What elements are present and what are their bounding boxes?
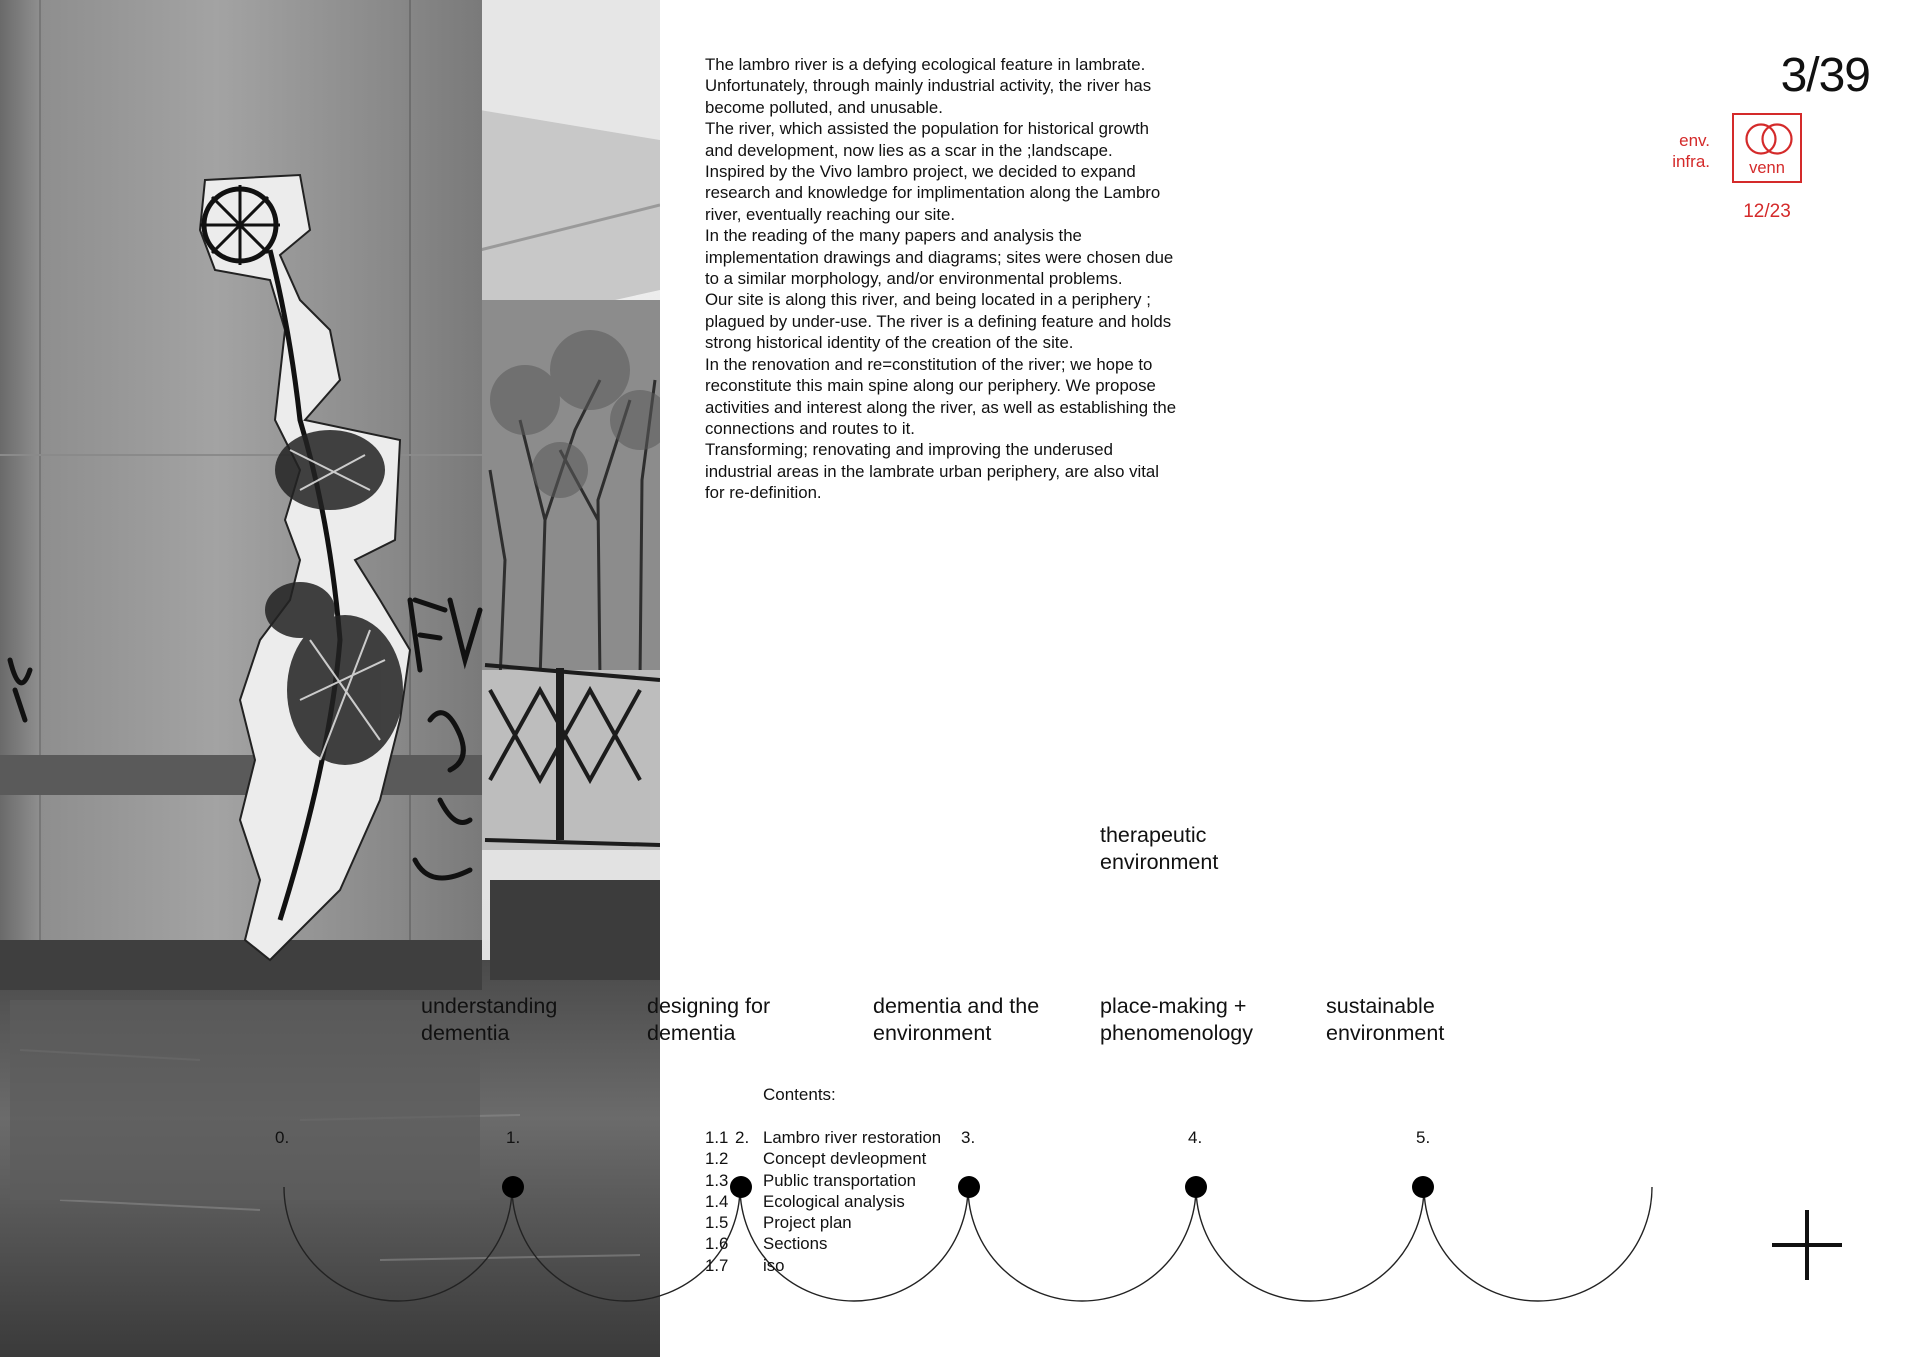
topic-line: dementia and the	[873, 994, 1040, 1018]
timeline-node-3	[958, 1176, 980, 1198]
contents-item-number: 1.7	[705, 1255, 729, 1275]
contents-item[interactable]	[705, 1191, 941, 1212]
intro-paragraph: The river, which assisted the population for historical growth and development, now lies as a scar in the ;landscape.	[705, 119, 1149, 160]
contents-item-label: iso	[763, 1255, 785, 1275]
intro-paragraph: Transforming; renovating and improving the underused industrial areas in the lambrate urban periphery, are also vital for re-definition.	[705, 440, 1159, 503]
page-number: 3/39	[1780, 49, 1870, 102]
timeline-arc	[1424, 1187, 1652, 1301]
intro-paragraph: Inspired by the Vivo lambro project, we decided to expand research and knowledge for implimentation along the Lambro river, eventually reaching our site.	[705, 162, 1161, 224]
intro-paragraph: In the renovation and re=constitution of the river; we hope to reconstitute this main spine along our periphery. We propose activities and interest along the river, as well as establishing the connections and routes to it.	[705, 354, 1177, 438]
topic-line: sustainable	[1326, 994, 1435, 1018]
topic-line: environment	[873, 1021, 992, 1045]
intro-paragraph: In the reading of the many papers and analysis the implementation drawings and diagrams; sites were chosen due to a similar morphology, and/or environmental problems.	[705, 226, 1174, 289]
topic-line: understanding	[421, 994, 558, 1018]
contents-item-number: 1.6	[705, 1234, 729, 1254]
contents-item-number: 1.5	[705, 1213, 729, 1233]
contents-item-number: 1.2	[705, 1149, 729, 1169]
contents-item-label: Sections	[763, 1234, 828, 1254]
contents-item-label: Lambro river restoration	[763, 1128, 942, 1147]
topic-line: dementia	[421, 1021, 510, 1045]
venn-badge-label: venn	[1749, 159, 1785, 177]
plus-icon[interactable]	[1772, 1210, 1842, 1280]
topic-line: therapeutic	[1100, 823, 1207, 847]
intro-paragraph: Our site is along this river, and being located in a periphery ; plagued by under-use. The river is a defining feature and holds strong historical identity of the creation of the site.	[705, 290, 1172, 353]
timeline-node-5	[1412, 1176, 1434, 1198]
contents-item[interactable]	[705, 1212, 941, 1233]
timeline-number-3: 3.	[961, 1128, 976, 1147]
contents-item-label: Project plan	[763, 1213, 852, 1233]
topic-line: dementia	[647, 1021, 736, 1045]
contents-item[interactable]	[705, 1148, 941, 1169]
timeline-arc	[968, 1187, 1196, 1301]
timeline-number-5: 5.	[1416, 1128, 1431, 1147]
contents-title: Contents:	[763, 1085, 836, 1104]
intro-paragraph: The lambro river is a defying ecological feature in lambrate. Unfortunately, through mainly industrial activity, the river has become polluted, and unusable.	[705, 55, 1152, 117]
contents-item-number: 1.3	[705, 1170, 729, 1190]
venn-label-infra: infra.	[1672, 152, 1710, 171]
contents-item[interactable]	[705, 1233, 941, 1254]
topic-line: environment	[1100, 850, 1219, 874]
topic-line: designing for	[647, 994, 771, 1018]
contents-item-label: Public transportation	[763, 1170, 916, 1190]
topic-line: phenomenology	[1100, 1021, 1254, 1045]
contents-item-label: Ecological analysis	[763, 1191, 905, 1211]
timeline-node-1	[502, 1176, 524, 1198]
timeline-number-4: 4.	[1188, 1128, 1203, 1147]
timeline-number-0: 0.	[275, 1128, 290, 1147]
timeline-arc	[284, 1187, 512, 1301]
timeline-number-1: 1.	[506, 1128, 521, 1147]
timeline-arc	[1196, 1187, 1424, 1301]
contents-item-number: 1.4	[705, 1191, 729, 1211]
venn-count: 12/23	[1743, 201, 1791, 222]
contents-item[interactable]	[705, 1127, 941, 1148]
contents-item[interactable]	[705, 1255, 941, 1276]
topic-line: environment	[1326, 1021, 1445, 1045]
topic-line: place-making +	[1100, 994, 1247, 1018]
venn-label-env: env.	[1679, 131, 1710, 150]
contents-list	[705, 1127, 941, 1276]
contents-item-number: 1.1	[705, 1128, 729, 1147]
timeline-node-4	[1185, 1176, 1207, 1198]
contents-item[interactable]	[705, 1170, 941, 1191]
contents-item-label: Concept devleopment	[763, 1149, 927, 1169]
timeline-number-2: 2.	[735, 1128, 750, 1147]
